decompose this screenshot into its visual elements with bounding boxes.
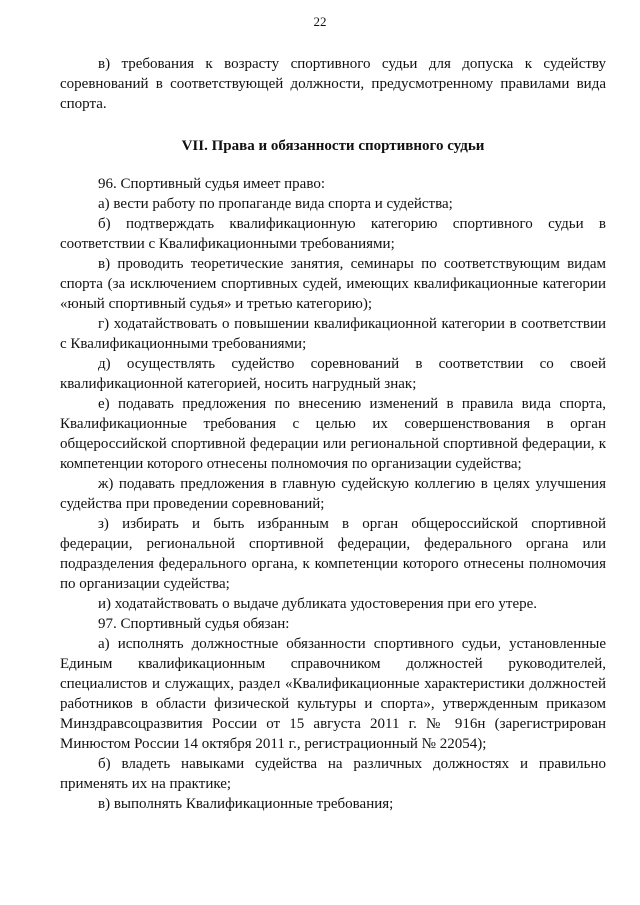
paragraph-96-e: е) подавать предложения по внесению изменений в правила вида спорта, Квалификационные требования с целью их совершенствования в орган общероссийской спортивной федерации или региональной спортивной федерации, к компетенции которого отнесены полномочия по организации судейства; bbox=[60, 396, 606, 472]
paragraph-96-v: в) проводить теоретические занятия, семинары по соответствующим видам спорта (за исключением спортивных судей, имеющих квалификационные категории «юный спортивный судья» и третью категорию); bbox=[60, 256, 606, 312]
paragraph-96-d: д) осуществлять судейство соревнований в соответствии со своей квалификационной категорией, носить нагрудный знак; bbox=[60, 356, 606, 392]
paragraph-97-b: б) владеть навыками судейства на различных должностях и правильно применять их на практике; bbox=[60, 756, 606, 792]
paragraph-96-z: з) избирать и быть избранным в орган общероссийской спортивной федерации, региональной спортивной федерации, федерального органа или подразделения федерального органа, к компетенции которого отнесены полномочия по организации судейства; bbox=[60, 516, 606, 592]
page-number: 22 bbox=[313, 14, 327, 29]
paragraph-96-zh: ж) подавать предложения в главную судейскую коллегию в целях улучшения судейства при проведении соревнований; bbox=[60, 476, 606, 512]
page-content bbox=[60, 54, 606, 814]
paragraph-97-v: в) выполнять Квалификационные требования; bbox=[98, 796, 394, 812]
section-heading: VII. Права и обязанности спортивного судьи bbox=[181, 138, 485, 154]
intro-paragraph: в) требования к возрасту спортивного судьи для допуска к судейству соревнований в соответствующей должности, предусмотренному правилами вида спорта. bbox=[60, 56, 606, 112]
paragraph-97-a: а) исполнять должностные обязанности спортивного судьи, установленные Единым квалификационным справочником должностей руководителей, специалистов и служащих, раздел «Квалификационные характеристики должностей работников в области физической культуры и спорта», утвержденным приказом Минздравсоцразвития России от 15 августа 2011 г. № 916н (зарегистрирован Минюстом России 14 октября 2011 г., регистрационный № 22054); bbox=[60, 636, 606, 752]
paragraph-96-b: б) подтверждать квалификационную категорию спортивного судьи в соответствии с Квалификационными требованиями; bbox=[60, 216, 606, 252]
paragraph-96-a: а) вести работу по пропаганде вида спорта и судейства; bbox=[98, 196, 453, 212]
paragraph-96-g: г) ходатайствовать о повышении квалификационной категории в соответствии с Квалификационными требованиями; bbox=[60, 316, 606, 352]
paragraph-96: 96. Спортивный судья имеет право: bbox=[98, 176, 325, 192]
paragraph-96-i: и) ходатайствовать о выдаче дубликата удостоверения при его утере. bbox=[98, 596, 538, 612]
paragraph-97: 97. Спортивный судья обязан: bbox=[98, 616, 290, 632]
